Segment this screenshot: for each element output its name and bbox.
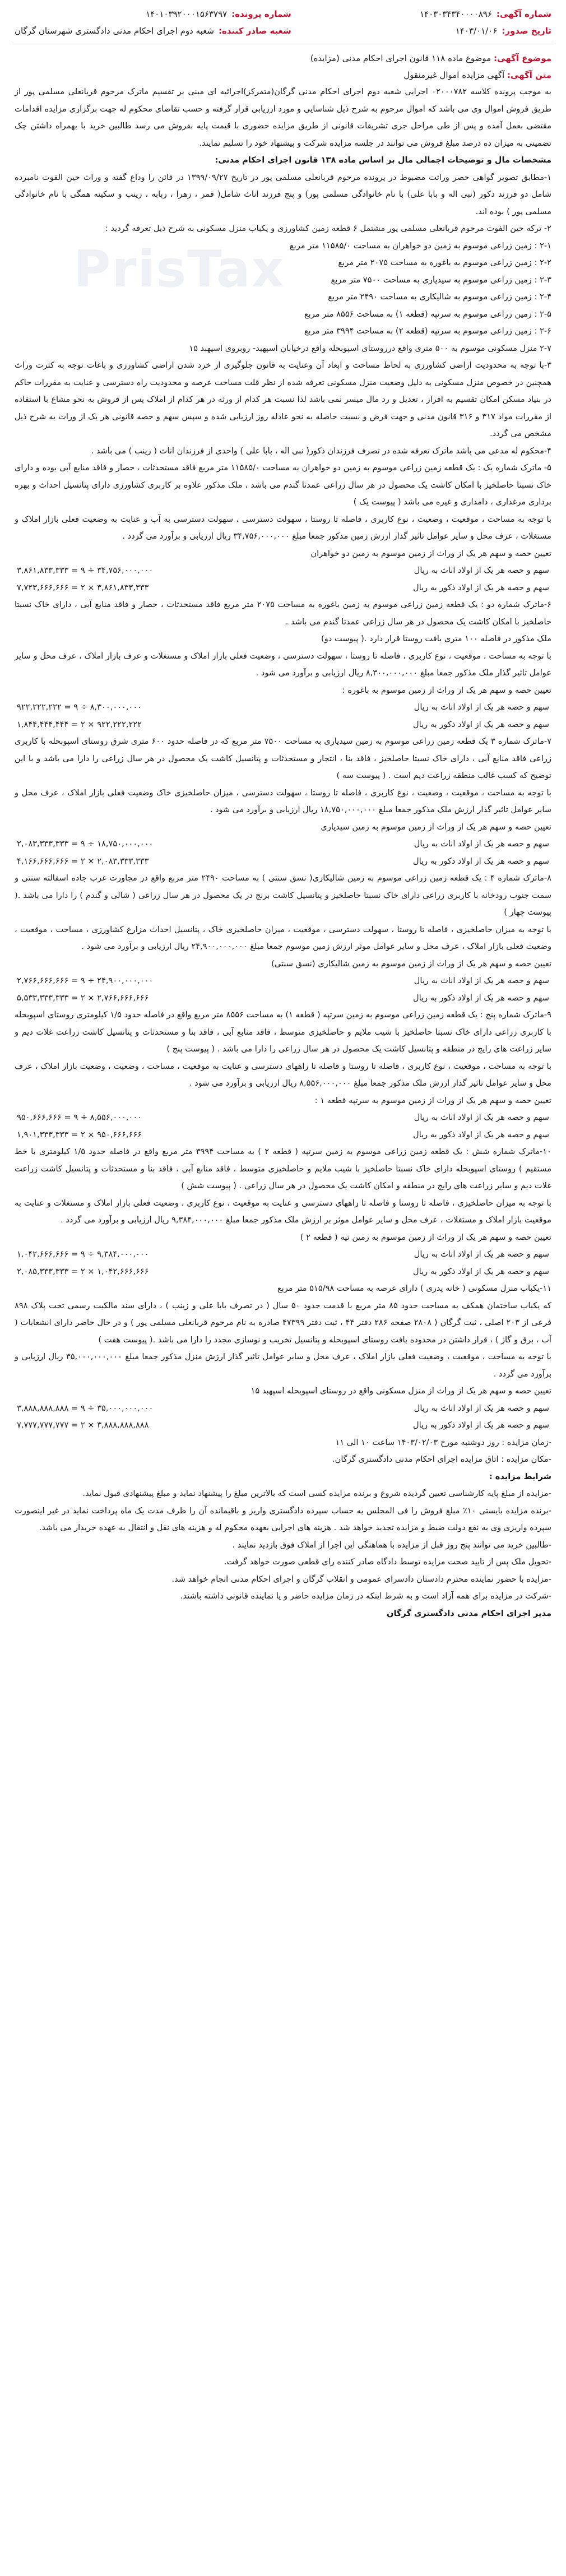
share-title-2: تعیین حصه و سهم هر یک از وراث از زمین موسوم به باغوره : (342, 685, 551, 695)
case-number-value: ۱۴۰۱۰۳۹۲۰۰۰۱۵۶۳۷۹۷ (146, 9, 228, 19)
paragraph-6c: با توجه به مساحت ، موقعیت ، نوع کاربری ، فاصله تا روستا ، سهولت دسترسی ، وضعیت فعلی بازار املاک و مستغلات و عرف بازار املاک ، عرف محل و سایر عوامل تاثیر گذار ملک مذکور جمعا مبلغ ۸,۳۰۰,۰۰۰,۰۰۰ ریال ارزیابی و برآورد می شود . (15, 651, 551, 678)
case-number-row (15, 6, 291, 22)
share-label: سهم و حصه هر یک از اولاد ذکور به ریال (413, 1266, 549, 1276)
property-details-heading: مشخصات مال و توضیحات اجمالی مال بر اساس ماده ۱۳۸ قانون اجرای احکام مدنی: (215, 155, 551, 165)
header-left-col (15, 6, 291, 39)
share-value: ۳,۸۸۸,۸۸۸,۸۸۸ × ۲ = ۷,۷۷۷,۷۷۷,۷۷۷ (17, 1420, 149, 1430)
signature: مدیر اجرای احکام مدنی دادگستری گرگان (386, 1608, 551, 1618)
share-row (15, 699, 551, 716)
paragraph-9b: با توجه به مساحت ، موقعیت ، نوع کاربری ، فاصله تا روستا و فاصله تا راههای دسترسی و عنایت به موقعیت ، مساحت ، وضعیت ، وضعیت بازار املاک ، عرف محل و سایر عوامل تاثیر گذار ارزش ملک مذکور جمعا مبلغ ۸,۵۵۶,۰۰۰,۰۰۰ ریال ارزیابی و برآورد می شود . (15, 1061, 551, 1088)
text-value: آگهی مزایده اموال غیرمنقول (403, 70, 505, 80)
share-row (15, 1109, 551, 1127)
share-value: ۱,۰۴۲,۶۶۶,۶۶۶ × ۲ = ۲,۰۸۵,۳۳۳,۳۳۳ (17, 1266, 149, 1276)
ad-body (12, 84, 554, 1622)
share-row (15, 1400, 551, 1417)
paragraph-11: ۱۱-یکباب منزل مسکونی ( خانه پدری ) دارای عرصه به مساحت ۵۱۵/۹۸ متر مربع (277, 1284, 551, 1293)
share-value: ۱۸,۷۵۰,۰۰۰,۰۰۰ ÷ ۹ = ۲,۰۸۳,۳۳۳,۳۳۳ (17, 839, 154, 849)
ad-header (12, 6, 554, 39)
share-row (15, 990, 551, 1007)
paragraph-8: ۸-ماترک شماره ۴ : یک قطعه زمین زراعی موسوم به زمین شالیکاری( نسق سنتی ) به مساحت ۲۴۹۰ متر مربع واقع در مجاورت غرب جاده اسفالته سنتی و سمت جنوب رودخانه با کاربری زراعی دارای خاک نسبتا حاصلخیز و پتانسیل کاشت برنج در یک محصول در هر سال زراعی ( شالی و گندم ) را دارا می باشد .( پیوست چهار ) (15, 873, 551, 917)
ad-number-value: ۱۴۰۳۰۳۴۳۴۰۰۰۰۸۹۶ (420, 9, 492, 19)
subject-label: موضوع آگهی: (493, 53, 551, 63)
share-value: ۳۵,۰۰۰,۰۰۰,۰۰۰ ÷ ۹ = ۳,۸۸۸,۸۸۸,۸۸۸ (17, 1403, 154, 1413)
share-label: سهم و حصه هر یک از اولاد ذکور به ریال (413, 856, 549, 866)
share-value: ۲,۷۶۶,۶۶۶,۶۶۶ × ۲ = ۵,۵۳۳,۳۳۳,۳۳۳ (17, 993, 149, 1003)
share-title-7: تعیین حصه و سهم هر یک از وراث از منزل مسکونی واقع در روستای اسپوبحله اسپهبد ۱۵ (250, 1386, 551, 1396)
auction-time: -زمان مزایده : روز دوشنبه مورخ ۱۴۰۳/۰۲/۰۳ ساعت ۱۰ الی ۱۱ (335, 1437, 551, 1447)
list-item: ۲-۵ : زمین زراعی موسوم به سرتپه (قطعه ۱) به مساحت ۸۵۵۶ متر مربع (304, 309, 551, 319)
ad-number-row (420, 6, 551, 22)
term-item: -برنده مزایده بایستی ۱۰٪ مبلغ فروش را فی المجلس به حساب سپرده دادگستری واریز و باقیمانده آن را ظرف مدت یک ماه پرداخت نماید در غیر اینصورت سپرده واریزی وی به نفع دولت ضبط و مزایده تجدید خواهد شد . هزینه های اجرایی بعهده محکوم له و هزینه های نقل و انتقال به عهده خریدار می باشد. (15, 1505, 551, 1532)
paragraph-6b: ملک مذکور در فاصله ۱۰۰ متری بافت روستا قرار دارد .( پیوست دو) (321, 634, 551, 643)
share-label: سهم و حصه هر یک از اولاد اناث به ریال (414, 1249, 549, 1259)
issuer-row (15, 22, 291, 39)
paragraph-5: ۵- ماترک شماره یک : یک قطعه زمین زراعی موسوم به زمین دو خواهران به مساحت ۱۱۵۸۵/۰ متر مربع فاقد مستحدثات ، حصار و فاقد منابع آبی بوده و دارای خاک نسبتا حاصلخیز با امکان کاشت یک محصول در هر سال زراعی عمدتا گندم می باشد ، ملک مذکور علاوه بر کاربری کشاورزی دارای پتانسیل احداث و بهره برداری مرغداری ، دامداری و غیره می باشد ( پیوست یک ) (15, 463, 551, 507)
share-label: سهم و حصه هر یک از اولاد ذکور به ریال (413, 1129, 549, 1139)
issuer-label: شعبه صادر کننده: (218, 26, 291, 36)
list-item: ۲-۴ : زمین زراعی موسوم به شالیکاری به مساحت ۲۴۹۰ متر مربع (328, 292, 551, 302)
share-title-5: تعیین حصه و سهم هر یک از وراث از زمین موسوم به سرتپه قطعه ۱ : (314, 1095, 551, 1105)
share-row (15, 1417, 551, 1434)
terms-heading: شرایط مزایده : (489, 1471, 551, 1481)
share-value: ۳۴,۷۵۶,۰۰۰,۰۰۰ ÷ ۹ = ۳,۸۶۱,۸۳۳,۳۳۳ (17, 566, 154, 575)
share-label: سهم و حصه هر یک از اولاد ذکور به ریال (413, 993, 549, 1003)
share-value: ۲۴,۹۰۰,۰۰۰,۰۰۰ ÷ ۹ = ۲,۷۶۶,۶۶۶,۶۶۶ (17, 976, 154, 985)
share-row (15, 1127, 551, 1144)
share-value: ۹,۳۸۴,۰۰۰,۰۰۰ ÷ ۹ = ۱,۰۴۲,۶۶۶,۶۶۶ (17, 1249, 149, 1259)
list-item: ۲-۲ : زمین زراعی موسوم به باغوره به مساحت ۲۰۷۵ متر مربع (338, 258, 551, 267)
list-item: ۲-۷ منزل مسکونی موسوم به ۵۰۰ متری واقع درروستای اسپوبحله واقع درخیابان اسپهبد- روبروی اسپهبد ۱۵ (189, 343, 551, 353)
text-line (12, 67, 554, 84)
share-label: سهم و حصه هر یک از اولاد ذکور به ریال (413, 1420, 549, 1430)
term-item: -مزایده از مبلغ پایه کارشناسی تعیین گردیده شروع و برنده مزایده کسی است که بالاترین مبلغ را پیشنهاد نماید و مبلغ پیشنهادی قبول نماید. (82, 1489, 551, 1498)
term-item: -طالبین خرید می توانند پنج روز قبل از مزایده با هماهنگی این اجرا از املاک فوق بازدید نمایند . (232, 1540, 551, 1550)
list-item: ۲-۳ : زمین زراعی موسوم به سیدیاری به مساحت ۷۵۰۰ متر مربع (331, 275, 551, 285)
share-value: ۸,۳۰۰,۰۰۰,۰۰۰ ÷ ۹ = ۹۲۲,۲۲۲,۲۲۲ (17, 702, 142, 712)
share-value: ۲,۰۸۳,۳۳۳,۳۳۳ × ۲ = ۴,۱۶۶,۶۶۶,۶۶۶ (17, 856, 149, 866)
paragraph-5b: با توجه به مساحت ، موقعیت ، وضعیت ، نوع کاربری ، فاصله تا روستا ، سهولت دسترسی ، سهولت دسترسی به آب و عنایت به وضعیت فعلی بازار املاک و مستغلات ، عرف محل و سایر عوامل تاثیر گذار ارزش زمین مذکور جمعا مبلغ ۳۴,۷۵۶,۰۰۰,۰۰۰ ریال ارزیابی و برآورد می گردد . (15, 514, 551, 541)
share-value: ۹۲۲,۲۲۲,۲۲۲ × ۲ = ۱,۸۴۴,۴۴۴,۴۴۴ (17, 719, 142, 729)
paragraph-8b: با توجه به میزان حاصلخیزی ، فاصله تا روستا ، سهولت دسترسی ، موقعیت ، میزان حاصلخیزی خاک ، پتانسیل احداث مزارع کشاورزی ، مساحت ، موقعیت ، وضعیت فعلی بازار املاک ، عرف محل و سایر عوامل موثر ارزش زمین موسوم جمعا مبلغ ۲۴,۹۰۰,۰۰۰,۰۰۰ ریال ارزیابی و برآورد می شود . (15, 924, 551, 951)
list-item: ۲-۱ : زمین زراعی موسوم به زمین دو خواهران به مساحت ۱۱۵۸۵/۰ متر مربع (289, 240, 551, 251)
share-title-4: تعیین حصه و سهم هر یک از وراث از زمین موسوم به زمین شالیکاری (نسق سنتی) (271, 958, 551, 969)
share-label: سهم و حصه هر یک از اولاد اناث به ریال (414, 976, 549, 985)
paragraph-9: ۹-ماترک شماره پنج : یک قطعه زمین زراعی موسوم به زمین سرتپه ( قطعه ۱) به مساحت ۸۵۵۶ متر مربع واقع در فاصله حدود ۱/۵ کیلومتری روستای اسپوبحله با کاربری زراعی دارای خاک نسبتا حاصلخیز با شیب ملایم و حاصلخیزی متوسط ، فاقد منابع آبی ، فاقد بنا و مستحدثات و پتانسیل کاشت زراعت غلات دیم و سایر زراعت های رایج در منطقه و پتانسیل کاشت یک محصول در هر سال زراعی را دارا می باشد . ( پیوست پنج ) (15, 1010, 551, 1054)
issue-date-label: تاریخ صدور: (502, 26, 551, 36)
subject-line (12, 50, 554, 67)
intro-paragraph: به موجب پرونده کلاسه ۰۲۰۰۰۷۸۲ اجرایی شعبه دوم اجرای احکام مدنی گرگان(متمرکز)اجرائیه ای مبنی بر تقسیم ماترک مرحوم قربانعلی مسلمی پور از طریق فروش اموال وی می باشد که اموال مرحوم به شرح ذیل شناسایی و مورد ارزیابی قرار گرفته و حسب تقاضای محکوم له جهت برگزاری مزایده اقدامات مقتضی بعمل آمده و پس از طی مراحل جری تشریفات قانونی از طریق مزایده حضوری با قیمت پایه بفروش می رسد طالبین خرید با بهمراه داشتن چک تضمینی به میزان ده درصد مبلغ فروش می توانند در جلسه مزایده شرکت و پیشنهاد خود را تسلیم نمایند. (15, 87, 551, 148)
paragraph-1: ۱-مطابق تصویر گواهی حصر وراثت مضبوط در پرونده مرحوم قربانعلی مسلمی پور در تاریخ ۱۳۹۹/۰۹/۲۷ در قائن را وداع گفته و وراث حین الفوت نامبرده شامل دو فرزند ذکور (نبی اله و بابا علی) با نام خانوادگی مسلمی پور) و پنج فرزند اناث شامل( قمر ، زهرا ، ربابه ، زینب و سکینه همگی با نام خانوادگی مسلمی پور ) بوده اند. (15, 172, 551, 216)
term-item: -شرکت در مزایده برای همه آزاد است و به شرط اینکه در زمان مزایده حاضر و یا نماینده قانونی داشته باشند. (180, 1591, 551, 1601)
paragraph-10b: با توجه به میزان حاصلخیزی ، فاصله تا روستا و فاصله تا راههای دسترسی و عنایت به موقعیت ، نوع کاربری ، وضعیت فعلی بازار املاک و مستغلات و عنایت به موقعیت بازار املاک و مستغلات ، عرف محل و سایر عوامل موثر بر ارزش ملک مذکور جمعا مبلغ ۹,۳۸۴,۰۰۰,۰۰۰ ریال ارزیابی و برآورد می گردد . (15, 1198, 551, 1225)
share-label: سهم و حصه هر یک از اولاد اناث به ریال (414, 1113, 549, 1122)
share-row (15, 580, 551, 597)
share-row (15, 1246, 551, 1263)
share-value: ۸,۵۵۶,۰۰۰,۰۰۰ ÷ ۹ = ۹۵۰,۶۶۶,۶۶۶ (17, 1113, 142, 1122)
share-row (15, 562, 551, 580)
watermark-text: PrisTax (73, 239, 285, 299)
paragraph-4: ۴-محکوم له مدعی می باشد ماترک تعرفه شده در تصرف فرزندان ذکور( نبی اله ، بابا علی ) واحدی از فرزندان اناث ( زینب ) می باشد . (91, 446, 551, 456)
share-row (15, 853, 551, 870)
share-value: ۳,۸۶۱,۸۳۳,۳۳۳ × ۲ = ۷,۷۲۳,۶۶۶,۶۶۶ (17, 582, 149, 592)
share-label: سهم و حصه هر یک از اولاد اناث به ریال (414, 1403, 549, 1413)
share-value: ۹۵۰,۶۶۶,۶۶۶ × ۲ = ۱,۹۰۱,۳۳۳,۳۳۳ (17, 1129, 142, 1139)
auction-place: -مکان مزایده : اتاق مزایده اجرای احکام مدنی دادگستری گرگان. (332, 1454, 551, 1464)
share-label: سهم و حصه هر یک از اولاد ذکور به ریال (413, 719, 549, 729)
share-row (15, 1263, 551, 1281)
share-label: سهم و حصه هر یک از اولاد اناث به ریال (414, 566, 549, 575)
paragraph-7b: با توجه به مساحت ، موقعیت ، وضعیت ، نوع کاربری ، فاصله تا روستا ، سهولت دسترسی ، میزان حاصلخیزی خاک وضعیت فعلی بازار املاک ، عرف محل و سایر عوامل تاثیر گذار ارزش ملک مذکور جمعا مبلغ ۱۸,۷۵۰,۰۰۰,۰۰۰ ریال ارزیابی و برآورد می شود . (15, 787, 551, 814)
issue-date-value: ۱۴۰۳/۰۱/۰۶ (455, 26, 498, 36)
paragraph-11c: با توجه به مساحت ، موقعیت ، وضعیت فعلی بازار املاک ، عرف محل و سایر عوامل تاثیر گذار ارزش منزل مذکور جمعا مبلغ ۳۵,۰۰۰,۰۰۰,۰۰۰ ریال ارزیابی و برآورد می گردد . (15, 1352, 551, 1379)
issuer-value: شعبه دوم اجرای احکام مدنی دادگستری شهرستان گرگان (15, 26, 214, 36)
paragraph-7: ۷-ماترک شماره ۳ یک قطعه زمین زراعی موسوم به زمین سیدیاری به مساحت ۷۵۰۰ متر مربع که در فاصله حدود ۶۰۰ متری شرق روستای اسپوبحله با کاربری زراعی فاقد منابع آبی ، دارای خاک نسبتا حاصلخیز ، فاقد بنا ، انتجار و مستحدثات و پتانسیل کاشت یک محصول در هر سال زراعی را دارا می باشد و با این توضیح که کسب غالب منطقه زراعت دیم است . ( پیوست سه ) (15, 736, 551, 780)
paragraph-2: ۲- ترکه حین الفوت مرحوم قربانعلی مسلمی پور مشتمل ۶ قطعه زمین کشاورزی و یکباب منزل مسکونی به شرح ذیل تعرفه گردید : (105, 224, 551, 233)
ad-number-label: شماره آگهی: (496, 9, 551, 19)
term-item: -مزایده با حضور نماینده محترم دادستان دادسرای عمومی و انقلاب گرگان و اجرای احکام مدنی انجام خواهد شد. (171, 1574, 551, 1584)
paragraph-10: ۱۰-ماترک شماره شش : یک قطعه زمین زراعی موسوم به زمین سرتپه ( قطعه ۲ ) به مساحت ۳۹۹۴ متر مربع واقع در فاصله حدود ۱/۵ کیلومتری با خط مستقیم ) روستای اسپوبحله دارای خاک نسبتا حاصلخیز با شیب ملایم و حاصلخیزی متوسط ، فاقد منابع آبی ، فاقد بنا و مستحدثات و پتانسیل کاشت زراعت غلات دیم و سایر زراعت های رایج در منطقه و امکان کاشت یک محصول در هر سال زراعی . ( پیوست شش ) (15, 1147, 551, 1190)
paragraph-11b: که یکباب ساختمان همکف به مساحت حدود ۸۵ متر مربع با قدمت حدود ۵۰ سال ( در تصرف بابا علی و زینب ) ، دارای سند مالکیت رسمی تحت پلاک ۸۹۸ فرعی از ۲۰۳ اصلی ، ثبت گرگان ( ۲۸۰۸ صفحه ۲۸۶ دفتر ۴۴ ، ثبت دفتر ۴۷۳۹۹ صادره به نام مرحوم قربانعلی مسلمی پور ) و در حال حاضر دارای انشعابات ( آب ، برق و گاز ) ، قرار داشتن در محدوده بافت روستای اسپوبحله و پتانسیل تخریب و نوسازی مجدد را دارا می باشد .( پیوست هفت ) (15, 1300, 552, 1345)
case-number-label: شماره پرونده: (231, 9, 291, 19)
share-label: سهم و حصه هر یک از اولاد اناث به ریال (414, 702, 549, 712)
issue-date-row (420, 22, 551, 39)
subject-value: موضوع ماده ۱۱۸ قانون اجرای احکام مدنی (مزایده) (310, 53, 491, 63)
share-title-1: تعیین حصه و سهم هر یک از وراث از زمین موسوم به زمین دو خواهران (310, 548, 551, 558)
paragraph-3: ۳-با توجه به محدودیت اراضی کشاورزی به لحاظ مساحت و ابعاد آن وعنایت به قانون جلوگیری از خرد شدن اراضی کشاورزی و باغات توجه به کثرت وراث همچنین در خصوص منزل مسکونی به دلیل وضعیت منزل مسکونی تعرفه شده از نظر قلت مساحت عرصه و محدودیت راه دسترسی و عنایت به مقررات حاکم در بنیاد مسکن امکان تقسیم به افراز ، تعدیل و رد مال میسر نمی باشد لذا نسبت هر کدام از ورثه در هر کدام از املاک پس از فروش به نحو مشاع با استفاده از مقررات مواد ۳۱۷ و ۳۱۶ قانون مدنی و جهت فرض و نسبت حاصله به نحو عادله روز ارزیابی شده و سپس سهم و حصه قانونی هر یک از وراث به شرح ذیل مشخص می گردد. (15, 360, 551, 438)
list-item: ۲-۶ : زمین زراعی موسوم به سرتپه (قطعه ۲) به مساحت ۳۹۹۴ متر مربع (304, 326, 551, 336)
term-item: -تحویل ملک پس از تایید صحت مزایده توسط دادگاه صادر کننده رای قطعی صورت خواهد گرفت. (224, 1557, 551, 1567)
share-row (15, 836, 551, 853)
share-row (15, 972, 551, 990)
share-title-3: تعیین حصه و سهم هر یک از وراث از زمین موسوم به زمین سیدیاری (321, 822, 551, 832)
paragraph-6: ۶-ماترک شماره دو : یک قطعه زمین زراعی موسوم به زمین باغوره به مساحت ۲۰۷۵ متر مربع فاقد مستحدثات ، حصار و فاقد منابع آبی ، دارای خاک نسبتا حاصلخیز با امکان کاشت یک محصول در هر سال زراعی عمدتا گندم می باشد . (15, 600, 551, 627)
text-label: متن آگهی: (507, 70, 551, 80)
header-right-col (420, 6, 551, 39)
share-row (15, 716, 551, 734)
share-label: سهم و حصه هر یک از اولاد ذکور به ریال (413, 582, 549, 592)
share-label: سهم و حصه هر یک از اولاد اناث به ریال (414, 839, 549, 849)
share-title-6: تعیین حصه و سهم هر یک از وراث از زمین موسوم به زمین تپه ( قطعه ۲ ) (300, 1232, 551, 1242)
